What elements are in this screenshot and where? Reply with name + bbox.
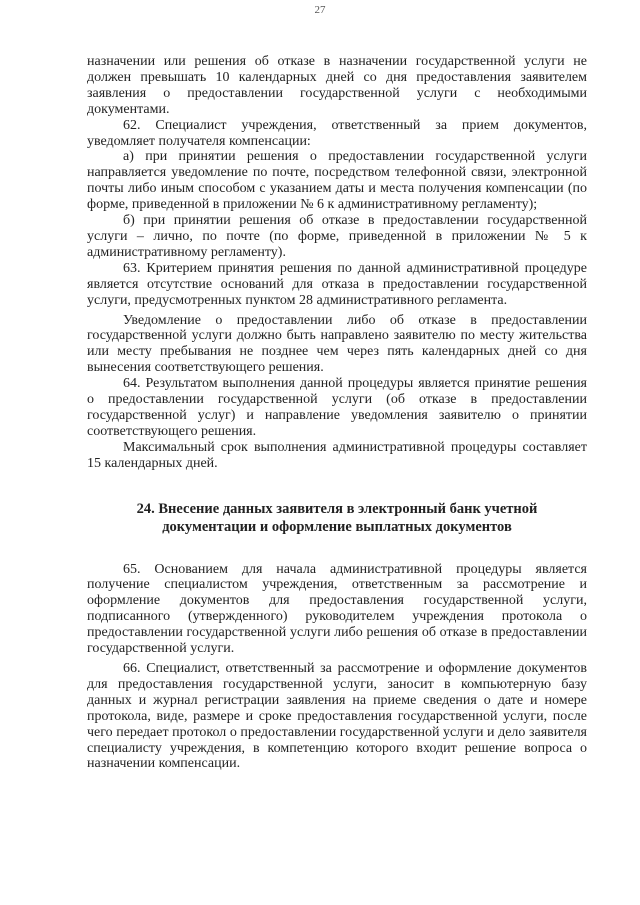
paragraph-62-a: а) при принятии решения о предоставлении государственной услуги направляется уведомление по почте, посредством телефонной связи, электронной почты либо иным способом с указанием даты и места получения компенсации (по форме, приведенной в приложении № 6 к административному регламенту);	[87, 149, 587, 213]
section-heading-line-2: документации и оформление выплатных документов	[162, 518, 512, 535]
paragraph-63: 63. Критерием принятия решения по данной административной процедуре является отсутствие оснований для отказа в предоставлении государственной услуги, предусмотренных пунктом 28 административного регламента.	[87, 260, 587, 308]
page-number: 27	[314, 4, 326, 16]
section-heading	[87, 500, 587, 536]
paragraph-notification: Уведомление о предоставлении либо об отказе в предоставлении государственной услуги должно быть направлено заявителю по месту жительства или месту пребывания не позднее чем через пять календарных дней со дня вынесения соответствующего решения.	[87, 312, 587, 376]
section-heading-line-1: 24. Внесение данных заявителя в электронный банк учетной	[136, 500, 538, 517]
paragraph-66: 66. Специалист, ответственный за рассмотрение и оформление документов для предоставления государственной услуги, заносит в компьютерную базу данных и журнал регистрации заявления на приеме сведения о дате и номере протокола, виде, размере и сроке предоставления государственной услуги, после чего передает протокол о предоставлении государственной услуги и дело заявителя специалисту учреждения, в компетенцию которого входит решение вопроса о назначении компенсации.	[87, 661, 587, 772]
paragraph-65: 65. Основанием для начала административной процедуры является получение специалистом учреждения, ответственным за рассмотрение и оформление документов для предоставления государственной услуги, подписанного (утвержденного) руководителем учреждения протокола о предоставлении государственной услуги либо решения об отказе в предоставлении государственной услуги.	[87, 561, 587, 657]
paragraph-62: 62. Специалист учреждения, ответственный за прием документов, уведомляет получателя компенсации:	[87, 117, 587, 149]
paragraph-64: 64. Результатом выполнения данной процедуры является принятие решения о предоставлении государственной услуги (об отказе в предоставлении государственной услуг) и направление уведомления заявителю о принятии соответствующего решения.	[87, 376, 587, 439]
paragraph-max-term: Максимальный срок выполнения административной процедуры составляет 15 календарных дней.	[87, 439, 587, 471]
paragraph-62-b: б) при принятии решения об отказе в предоставлении государственной услуги – лично, по почте (по форме, приведенной в приложении № 5 к административному регламенту).	[87, 213, 587, 260]
paragraph-continuation: назначении или решения об отказе в назначении государственной услуги не должен превышать 10 календарных дней со дня предоставления заявителем заявления о предоставлении государственной услуги с необходимыми документами.	[87, 54, 587, 117]
document-body	[87, 54, 587, 772]
